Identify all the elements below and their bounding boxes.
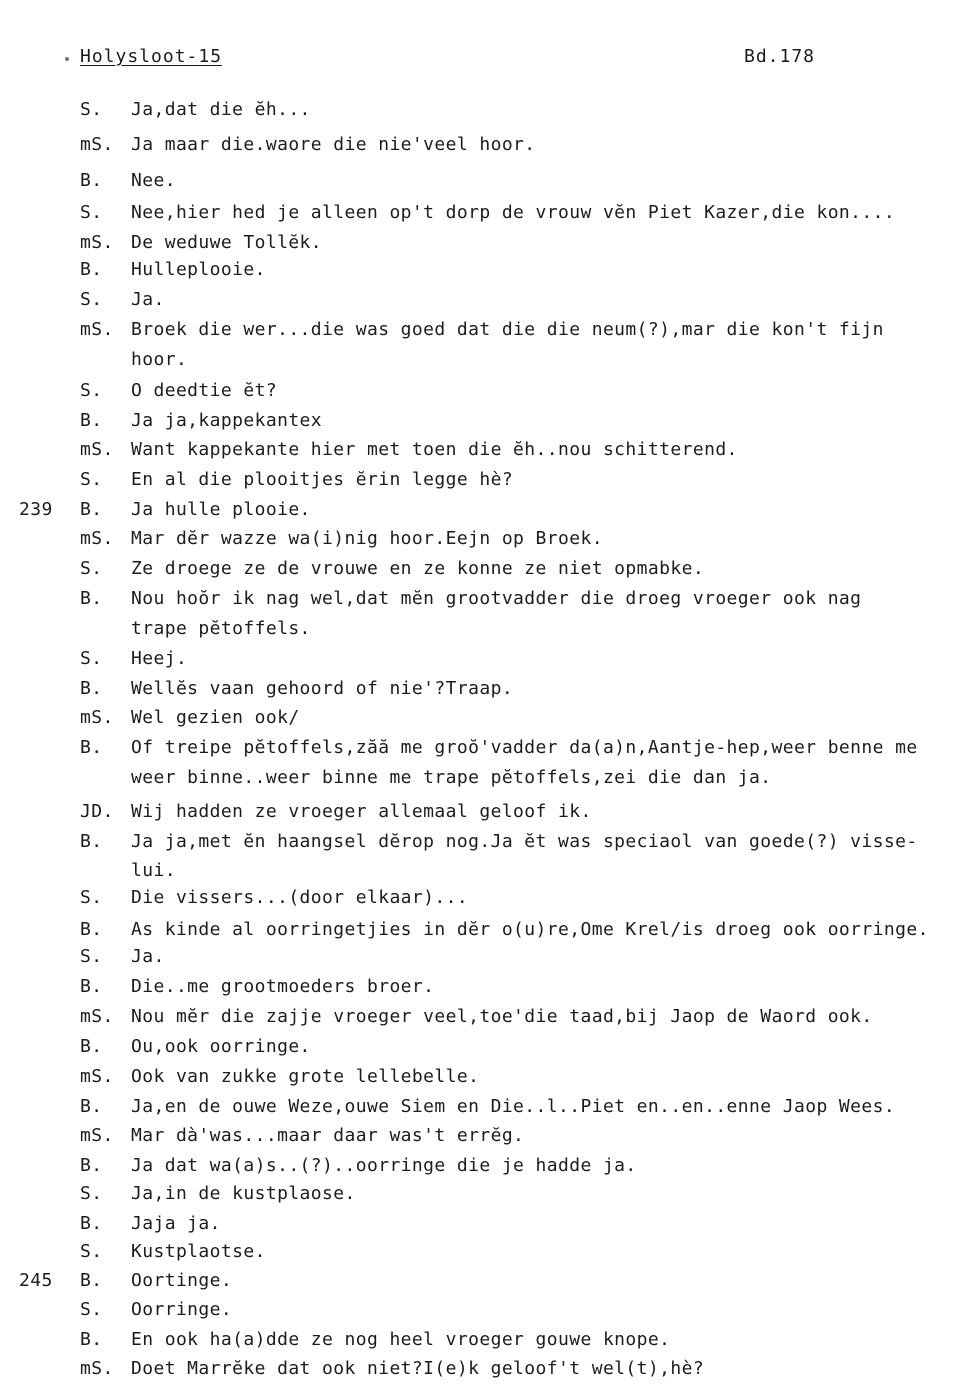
transcript-line (0, 132, 979, 158)
speaker-label: mS. (80, 1125, 114, 1146)
speaker-label: mS. (80, 232, 114, 253)
utterance-text: Nee,hier hed je alleen op't dorp de vrouw vĕn Piet Kazer,die kon.... (131, 202, 896, 223)
speaker-label: B. (80, 919, 103, 940)
transcript-line (0, 829, 979, 855)
speaker-label: S. (80, 946, 103, 967)
speaker-label: S. (80, 289, 103, 310)
speaker-label: B. (80, 737, 103, 758)
utterance-text: Kustplaotse. (131, 1241, 266, 1262)
transcript-line (0, 1211, 979, 1237)
speaker-label: mS. (80, 1358, 114, 1379)
document-title: Holysloot-15 (80, 46, 223, 67)
speaker-label: B. (80, 831, 103, 852)
line-number: 239 (19, 499, 53, 520)
transcript-line (0, 1064, 979, 1090)
utterance-text: hoor. (131, 349, 188, 370)
speaker-label: S. (80, 1183, 103, 1204)
transcript-line (0, 317, 979, 343)
utterance-text: Ook van zukke grote lellebelle. (131, 1066, 480, 1087)
transcript-line (0, 1034, 979, 1060)
speaker-label: S. (80, 99, 103, 120)
utterance-text: Heej. (131, 648, 188, 669)
speaker-label: S. (80, 1299, 103, 1320)
speaker-label: B. (80, 170, 103, 191)
speaker-label: mS. (80, 707, 114, 728)
speaker-label: S. (80, 887, 103, 908)
utterance-text: O deedtie ĕt? (131, 380, 278, 401)
transcript-line (0, 556, 979, 582)
utterance-text: Ja dat wa(a)s..(?)..oorringe die je hadde ja. (131, 1155, 637, 1176)
transcript-line (0, 200, 979, 226)
transcript-line (0, 526, 979, 552)
utterance-text: Ja. (131, 946, 165, 967)
transcript-line (0, 885, 979, 911)
speaker-label: S. (80, 469, 103, 490)
transcript-line (0, 287, 979, 313)
utterance-text: Die vissers...(door elkaar)... (131, 887, 469, 908)
transcript-line (0, 1123, 979, 1149)
transcript-line (0, 408, 979, 434)
transcript-line (0, 1153, 979, 1179)
speaker-label: mS. (80, 439, 114, 460)
transcript-line (0, 1268, 979, 1294)
transcript-line (0, 765, 979, 791)
speaker-label: S. (80, 380, 103, 401)
speaker-label: B. (80, 588, 103, 609)
transcript-line (0, 347, 979, 373)
speaker-label: B. (80, 1270, 103, 1291)
utterance-text: De weduwe Tollĕk. (131, 232, 323, 253)
utterance-text: Ja,dat die ĕh... (131, 99, 311, 120)
utterance-text: Ja,en de ouwe Weze,ouwe Siem en Die..l..Piet en..en..enne Jaop Wees. (131, 1096, 896, 1117)
transcript-line (0, 858, 979, 884)
speaker-label: B. (80, 410, 103, 431)
transcript-line (0, 586, 979, 612)
utterance-text: Jaja ja. (131, 1213, 221, 1234)
speaker-label: JD. (80, 801, 114, 822)
transcript-line (0, 616, 979, 642)
speaker-label: B. (80, 976, 103, 997)
utterance-text: Broek die wer...die was goed dat die die neum(?),mar die kon't fijn (131, 319, 884, 340)
transcript-line (0, 676, 979, 702)
utterance-text: En al die plooitjes ĕrin legge hè? (131, 469, 514, 490)
utterance-text: weer binne..weer binne me trape pĕtoffels,zei die dan ja. (131, 767, 772, 788)
utterance-text: trape pĕtoffels. (131, 618, 311, 639)
transcript-line (0, 97, 979, 123)
utterance-text: Oorringe. (131, 1299, 233, 1320)
speaker-label: mS. (80, 1006, 114, 1027)
utterance-text: Nou hoŏr ik nag wel,dat mĕn grootvadder die droeg vroeger ook nag (131, 588, 862, 609)
utterance-text: Ze droege ze de vrouwe en ze konne ze niet opmabke. (131, 558, 705, 579)
transcript-line (0, 944, 979, 970)
transcript-line (0, 378, 979, 404)
speaker-label: B. (80, 1036, 103, 1057)
speaker-label: mS. (80, 134, 114, 155)
speaker-label: B. (80, 1213, 103, 1234)
transcript-line (0, 437, 979, 463)
speaker-label: S. (80, 558, 103, 579)
speaker-label: B. (80, 1329, 103, 1350)
speaker-label: B. (80, 1155, 103, 1176)
transcript-line (0, 705, 979, 731)
speaker-label: S. (80, 648, 103, 669)
transcript-line (0, 230, 979, 256)
transcript-line (0, 1356, 979, 1382)
transcript-line (0, 467, 979, 493)
transcript-line (0, 917, 979, 943)
utterance-text: As kinde al oorringetjies in dĕr o(u)re,Ome Krel/is droeg ook oorringe. (131, 919, 929, 940)
utterance-text: Hulleplooie. (131, 259, 266, 280)
utterance-text: Mar dĕr wazze wa(i)nig hoor.Eejn op Broek. (131, 528, 603, 549)
utterance-text: Nee. (131, 170, 176, 191)
speaker-label: S. (80, 202, 103, 223)
transcript-line (0, 1297, 979, 1323)
utterance-text: Die..me grootmoeders broer. (131, 976, 435, 997)
speaker-label: S. (80, 1241, 103, 1262)
utterance-text: Ja,in de kustplaose. (131, 1183, 356, 1204)
transcript-line (0, 1004, 979, 1030)
speaker-label: B. (80, 678, 103, 699)
utterance-text: Ja ja,kappekantex (131, 410, 323, 431)
transcript-line (0, 497, 979, 523)
transcript-line (0, 974, 979, 1000)
transcript-line (0, 735, 979, 761)
page-reference: Bd.178 (744, 46, 816, 67)
transcript-line (0, 257, 979, 283)
speaker-label: mS. (80, 1066, 114, 1087)
utterance-text: Ou,ook oorringe. (131, 1036, 311, 1057)
utterance-text: Wij hadden ze vroeger allemaal geloof ik. (131, 801, 592, 822)
transcript-line (0, 1094, 979, 1120)
transcript-line (0, 646, 979, 672)
utterance-text: Want kappekante hier met toen die ĕh..nou schitterend. (131, 439, 738, 460)
utterance-text: Mar dà'was...maar daar was't errĕg. (131, 1125, 525, 1146)
transcript-line (0, 1239, 979, 1265)
utterance-text: En ook ha(a)dde ze nog heel vroeger gouwe knope. (131, 1329, 671, 1350)
utterance-text: Wel gezien ook/ (131, 707, 300, 728)
utterance-text: Ja ja,met ĕn haangsel dĕrop nog.Ja ĕt was speciaol van goede(?) visse- (131, 831, 918, 852)
utterance-text: Oortinge. (131, 1270, 233, 1291)
utterance-text: Of treipe pĕtoffels,zăă me groŏ'vadder da(a)n,Aantje-hep,weer benne me (131, 737, 918, 758)
speaker-label: mS. (80, 319, 114, 340)
transcript-line (0, 1327, 979, 1353)
utterance-text: Doet Marrĕke dat ook niet?I(e)k geloof't wel(t),hè? (131, 1358, 705, 1379)
speaker-label: B. (80, 499, 103, 520)
utterance-text: Ja maar die.waore die nie'veel hoor. (131, 134, 536, 155)
utterance-text: Nou mĕr die zajje vroeger veel,toe'die taad,bij Jaop de Waord ook. (131, 1006, 873, 1027)
utterance-text: Ja hulle plooie. (131, 499, 311, 520)
utterance-text: lui. (131, 860, 176, 881)
line-number: 245 (19, 1270, 53, 1291)
speaker-label: B. (80, 1096, 103, 1117)
utterance-text: Wellĕs vaan gehoord of nie'?Traap. (131, 678, 514, 699)
speaker-label: mS. (80, 528, 114, 549)
transcript-line (0, 1181, 979, 1207)
speaker-label: B. (80, 259, 103, 280)
transcript-line (0, 168, 979, 194)
transcript-line (0, 799, 979, 825)
utterance-text: Ja. (131, 289, 165, 310)
